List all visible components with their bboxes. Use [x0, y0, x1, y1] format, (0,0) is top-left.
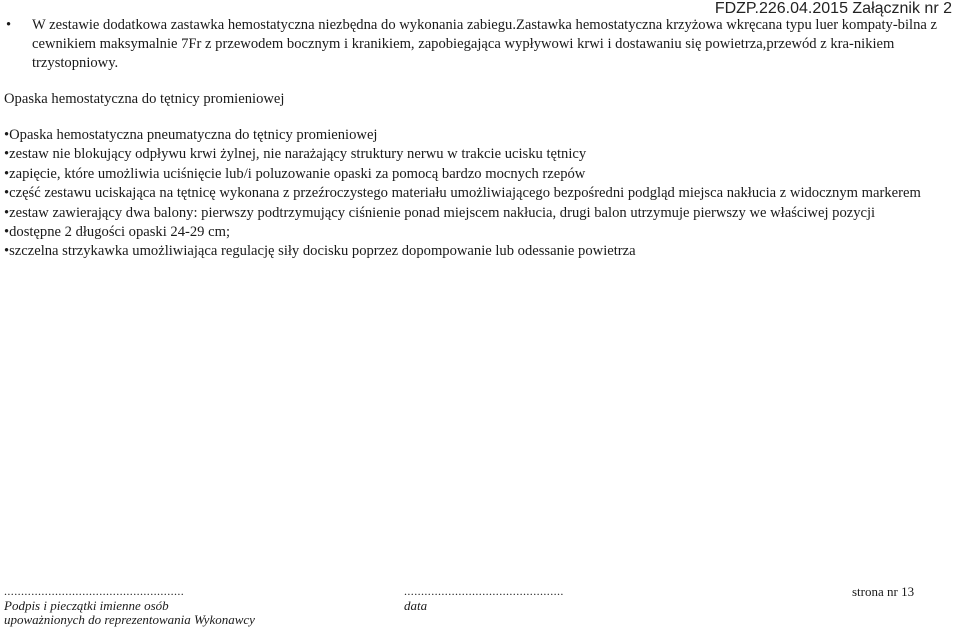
section-title: Opaska hemostatyczna do tętnicy promieniowej	[4, 91, 285, 107]
page-number: strona nr 13	[852, 584, 915, 599]
requirement-item: •zestaw nie blokujący odpływu krwi żylnej, nie narażający struktury nerwu w trakcie ucisku tętnicy	[4, 146, 587, 163]
bullet-marker: •	[6, 17, 12, 33]
requirement-item: •Opaska hemostatyczna pneumatyczna do tętnicy promieniowej	[4, 127, 378, 143]
requirement-item: •zestaw zawierający dwa balony: pierwszy podtrzymujący ciśnienie ponad miejscem nakłucia, drugi balon utrzymuje pierwszy we właściwej pozycji	[4, 204, 876, 221]
signature-label-line2: upoważnionych do reprezentowania Wykonawcy	[4, 612, 255, 627]
signature-dotted-line: .....................................................	[4, 584, 185, 598]
signature-label-line1: Podpis i pieczątki imienne osób	[4, 598, 169, 613]
requirement-item: •szczelna strzykawka umożliwiająca regulację siły docisku poprzez dopompowanie lub odessanie powietrza	[4, 243, 636, 260]
date-label: data	[404, 598, 428, 613]
requirement-item: •zapięcie, które umożliwia uciśnięcie lub/i poluzowanie opaski za pomocą bardzo mocnych rzepów	[4, 165, 586, 182]
additional-valve-text: W zestawie dodatkowa zastawka hemostatyczna niezbędna do wykonania zabiegu.Zastawka hemostatyczna krzyżowa wkręcana typu luer kompaty-bilna z cewnikiem maksymalnie 7Fr z przewodem bocznym i kranikiem, zapobiegająca wypływowi krwi i dostawaniu się powietrza,przewód z kra-nikiem trzystopniowy.	[32, 17, 937, 71]
additional-valve-bullet	[6, 16, 951, 73]
date-dotted-line: ...............................................	[404, 584, 564, 598]
requirement-item: •dostępne 2 długości opaski 24-29 cm;	[4, 223, 231, 240]
requirement-item: •część zestawu uciskająca na tętnicę wykonana z przeźroczystego materiału umożliwiającego bezpośredni podgląd miejsca nakłucia z widocznym markerem	[4, 185, 921, 202]
document-reference: FDZP.226.04.2015 Załącznik nr 2	[714, 0, 952, 17]
requirements-list	[4, 126, 921, 262]
